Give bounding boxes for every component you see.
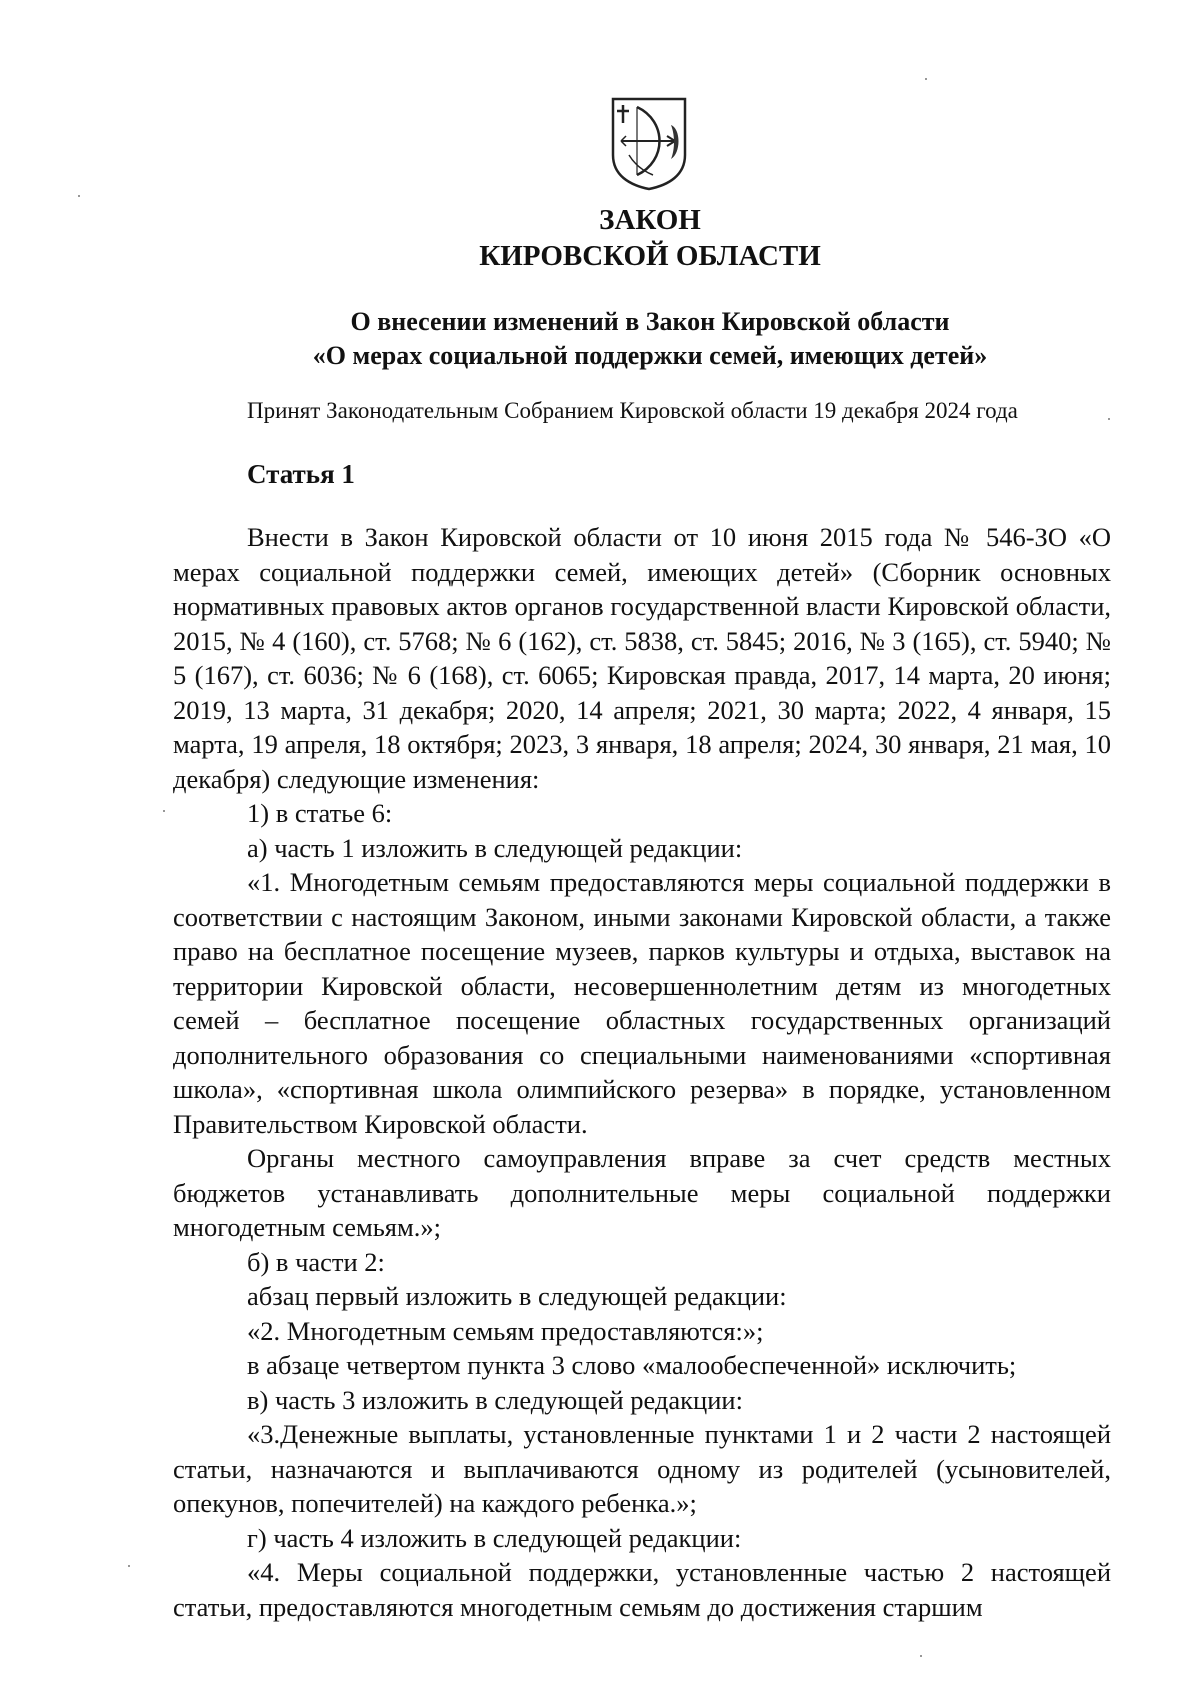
paragraph: «2. Многодетным семьям предоставляются:»; xyxy=(247,1315,764,1346)
law-subject-line-2: «О мерах социальной поддержки семей, имеющих детей» xyxy=(312,341,988,370)
paragraph: в абзаце четвертом пункта 3 слово «малообеспеченной» исключить; xyxy=(247,1350,1017,1380)
paragraph: «1. Многодетным семьям предоставляются меры социальной поддержки в соответствии с настоящим Законом, иными законами Кировской области, а также право на бесплатное посещение музеев, парков культуры и отдыха, выставок на территории Кировской области, несовершеннолетним детям из многодетных семей – бесплатное посещение областных государственных организаций дополнительного образования со специальными наименованиями «спортивная школа», «спортивная школа олимпийского резерва» в порядке, установленном Правительством Кировской области. xyxy=(173,867,1111,1139)
region-title: КИРОВСКОЙ ОБЛАСТИ xyxy=(479,240,821,272)
paragraph: «4. Меры социальной поддержки, установленные частью 2 настоящей статьи, предоставляются многодетным семьям до достижения старшим xyxy=(173,1557,1111,1622)
paragraph: Внести в Закон Кировской области от 10 июня 2015 года № 546-ЗО «О мерах социальной поддержки семей, имеющих детей» (Сборник основных нормативных правовых актов органов государственной власти Кировской области, 2015, № 4 (160), ст. 5768; № 6 (162), ст. 5838, ст. 5845; 2016, № 3 (165), ст. 5940; № 5 (167), ст. 6036; № 6 (168), ст. 6065; Кировская правда, 2017, 14 марта, 20 июня; 2019, 13 марта, 31 декабря; 2020, 14 апреля; 2021, 30 марта; 2022, 4 января, 15 марта, 19 апреля, 18 октября; 2023, 3 января, 18 апреля; 2024, 30 января, 21 мая, 10 декабря) следующие изменения: xyxy=(173,522,1111,794)
law-subject-line-1: О внесении изменений в Закон Кировской области xyxy=(350,307,950,336)
paragraph: «3.Денежные выплаты, установленные пунктами 1 и 2 части 2 настоящей статьи, назначаются и выплачиваются одному из родителей (усыновителей, опекунов, попечителей) на каждого ребенка.»; xyxy=(173,1419,1111,1518)
paragraph: Органы местного самоуправления вправе за счет средств местных бюджетов устанавливать дополнительные меры социальной поддержки многодетным семьям.»; xyxy=(173,1143,1111,1242)
paragraph: г) часть 4 изложить в следующей редакции: xyxy=(247,1522,742,1553)
scan-speck xyxy=(925,78,927,80)
adoption-note: Принят Законодательным Собранием Кировской области 19 декабря 2024 года xyxy=(247,398,1018,423)
paragraph: в) часть 3 изложить в следующей редакции: xyxy=(247,1384,743,1415)
paragraph: б) в части 2: xyxy=(247,1246,385,1277)
paragraph: а) часть 1 изложить в следующей редакции: xyxy=(247,832,743,863)
law-title: ЗАКОН xyxy=(599,204,701,236)
scan-speck xyxy=(1108,418,1110,420)
scan-speck xyxy=(163,810,165,812)
scan-speck xyxy=(128,1565,130,1567)
paragraph: 1) в статье 6: xyxy=(247,798,393,828)
article-heading: Статья 1 xyxy=(247,459,355,489)
paragraph: абзац первый изложить в следующей редакции: xyxy=(247,1281,787,1311)
coat-of-arms-emblem-icon xyxy=(609,95,689,191)
scan-speck xyxy=(920,1655,922,1657)
article-body xyxy=(173,520,1111,1624)
scan-speck xyxy=(78,195,80,197)
